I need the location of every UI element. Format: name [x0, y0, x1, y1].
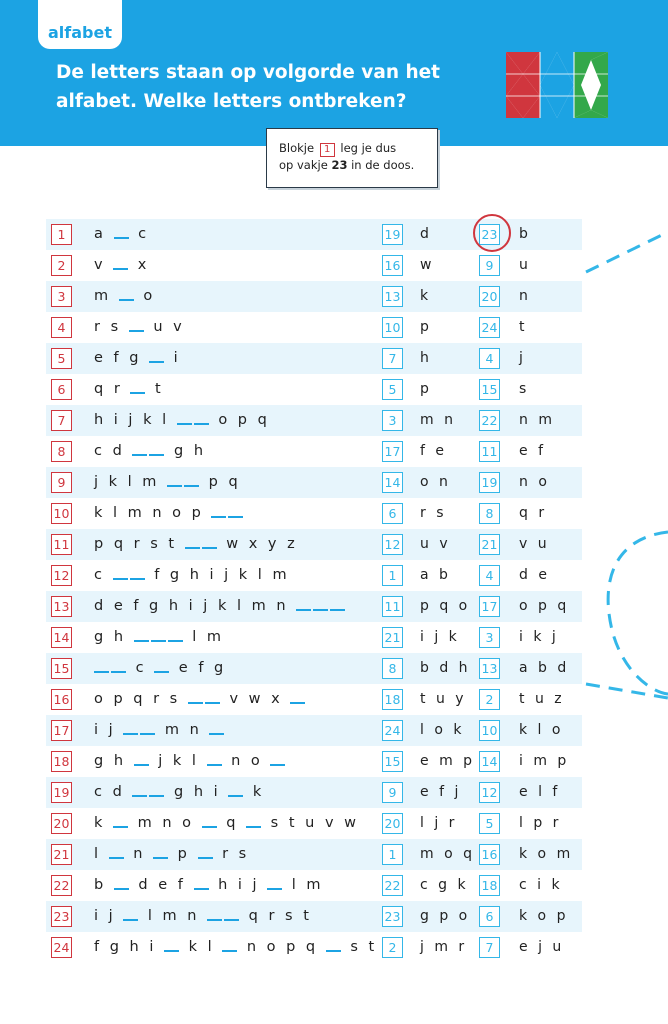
sequence-letters: f g h i	[94, 939, 164, 955]
missing-letter-blank	[132, 454, 147, 456]
exercise-number: 19	[51, 782, 72, 803]
sequence-letters: m n	[157, 722, 210, 738]
answer-box-number-1: 1	[382, 565, 403, 586]
answer-option-1: m o q	[420, 846, 475, 862]
answer-box-number-1: 10	[382, 317, 403, 338]
answer-box-number-2: 14	[479, 751, 500, 772]
example-circle-marker	[473, 214, 511, 252]
missing-letter-blank	[185, 547, 200, 549]
answer-option-1: w	[420, 257, 435, 273]
answer-option-1: g p o	[420, 908, 471, 924]
sequence-letters: u v	[145, 319, 185, 335]
missing-letter-blank	[151, 640, 166, 642]
exercise-row	[46, 467, 582, 498]
answer-option-2: l p r	[519, 815, 562, 831]
missing-letter-blank	[267, 888, 282, 890]
sequence-letters: h i j k l	[94, 412, 177, 428]
missing-letter-blank	[123, 919, 138, 921]
missing-letter-blank	[188, 702, 203, 704]
exercise-row	[46, 374, 582, 405]
missing-letter-blank	[209, 733, 224, 735]
answer-box-number-1: 17	[382, 441, 403, 462]
answer-box-number-1: 22	[382, 875, 403, 896]
sequence-letters: k l m n o p	[94, 505, 212, 521]
answer-box-number-2: 23	[479, 224, 500, 245]
note-line2-before: op vakje	[279, 158, 328, 172]
answer-option-1: t u y	[420, 691, 467, 707]
missing-letter-blank	[326, 950, 341, 952]
sequence-letters: l m n	[140, 908, 208, 924]
missing-letter-blank	[207, 764, 222, 766]
letter-sequence	[94, 374, 164, 405]
answer-option-2: n m	[519, 412, 555, 428]
exercise-number: 3	[51, 286, 72, 307]
sequence-letters: q r s t	[241, 908, 312, 924]
letter-sequence	[94, 870, 324, 901]
sequence-letters: s t	[342, 939, 378, 955]
exercise-number: 2	[51, 255, 72, 276]
sequence-letters: n o p q	[239, 939, 326, 955]
answer-box-number-1: 11	[382, 596, 403, 617]
missing-letter-blank	[149, 454, 164, 456]
sequence-letters: r s	[94, 319, 129, 335]
missing-letter-blank	[194, 888, 209, 890]
answer-option-2: q r	[519, 505, 548, 521]
missing-letter-blank	[330, 609, 345, 611]
answer-box-number-1: 3	[382, 410, 403, 431]
missing-letter-blank	[207, 919, 222, 921]
page-title	[56, 58, 476, 116]
sequence-letters: q	[218, 815, 247, 831]
sequence-letters: l m	[284, 877, 324, 893]
exercise-number: 23	[51, 906, 72, 927]
missing-letter-blank	[132, 795, 147, 797]
answer-box-number-1: 19	[382, 224, 403, 245]
missing-letter-blank	[129, 330, 144, 332]
instruction-note	[266, 128, 438, 188]
answer-option-2: u	[519, 257, 531, 273]
answer-option-2: k o m	[519, 846, 574, 862]
exercise-number: 4	[51, 317, 72, 338]
exercise-row	[46, 870, 582, 901]
letter-sequence	[94, 281, 155, 312]
missing-letter-blank	[130, 392, 145, 394]
missing-letter-blank	[205, 702, 220, 704]
answer-option-2: a b d	[519, 660, 570, 676]
answer-option-1: b d h	[420, 660, 471, 676]
missing-letter-blank	[228, 516, 243, 518]
sequence-letters: d e f	[130, 877, 194, 893]
answer-box-number-2: 4	[479, 348, 500, 369]
exercise-number: 5	[51, 348, 72, 369]
answer-box-number-1: 23	[382, 906, 403, 927]
answer-option-1: p	[420, 381, 432, 397]
missing-letter-blank	[194, 423, 209, 425]
answer-box-number-2: 8	[479, 503, 500, 524]
missing-letter-blank	[134, 640, 149, 642]
letter-sequence	[94, 312, 185, 343]
answer-box-number-1: 12	[382, 534, 403, 555]
exercise-number: 1	[51, 224, 72, 245]
answer-option-2: k l o	[519, 722, 564, 738]
answer-box-number-1: 5	[382, 379, 403, 400]
letter-sequence	[94, 591, 347, 622]
answer-option-1: p	[420, 319, 432, 335]
answer-box-number-2: 20	[479, 286, 500, 307]
letter-sequence	[94, 529, 298, 560]
sequence-letters: c d	[94, 784, 133, 800]
answer-option-2: v u	[519, 536, 550, 552]
sequence-letters: i j	[94, 908, 124, 924]
letter-sequence	[94, 219, 149, 250]
missing-letter-blank	[167, 485, 182, 487]
note-text-before: Blokje	[279, 141, 315, 155]
answer-option-2: n o	[519, 474, 550, 490]
answer-box-number-2: 24	[479, 317, 500, 338]
sequence-letters: e f g	[94, 350, 150, 366]
exercise-number: 10	[51, 503, 72, 524]
answer-option-2: k o p	[519, 908, 569, 924]
sequence-letters: c	[94, 567, 113, 583]
answer-box-number-1: 6	[382, 503, 403, 524]
letter-sequence	[94, 498, 245, 529]
answer-option-1: m n	[420, 412, 456, 428]
note-block-number: 1	[320, 143, 335, 157]
letter-sequence	[94, 901, 312, 932]
missing-letter-blank	[119, 299, 134, 301]
answer-box-number-1: 7	[382, 348, 403, 369]
answer-box-number-2: 12	[479, 782, 500, 803]
sequence-letters: h i j	[210, 877, 268, 893]
missing-letter-blank	[296, 609, 311, 611]
sequence-letters: r s	[214, 846, 250, 862]
answer-box-number-1: 15	[382, 751, 403, 772]
missing-letter-blank	[290, 702, 305, 704]
sequence-letters: k	[94, 815, 114, 831]
exercise-row	[46, 529, 582, 560]
exercise-row	[46, 281, 582, 312]
sequence-letters: p q	[201, 474, 241, 490]
sequence-letters: g h	[94, 629, 134, 645]
answer-box-number-1: 14	[382, 472, 403, 493]
sequence-letters: g h	[94, 753, 134, 769]
missing-letter-blank	[149, 361, 164, 363]
exercise-row	[46, 560, 582, 591]
sequence-letters: c	[128, 660, 155, 676]
sequence-letters: w x y z	[218, 536, 298, 552]
sequence-letters: p	[170, 846, 198, 862]
exercise-list	[46, 219, 582, 963]
exercise-number: 11	[51, 534, 72, 555]
answer-option-2: d e	[519, 567, 550, 583]
answer-option-1: u v	[420, 536, 451, 552]
answer-option-2: s	[519, 381, 530, 397]
sequence-letters: a	[94, 226, 114, 242]
sequence-letters: c d	[94, 443, 133, 459]
exercise-row	[46, 901, 582, 932]
missing-letter-blank	[202, 826, 217, 828]
answer-option-2: e l f	[519, 784, 561, 800]
exercise-number: 12	[51, 565, 72, 586]
sequence-letters: t	[147, 381, 164, 397]
category-tag: alfabet	[38, 17, 122, 49]
answer-box-number-1: 18	[382, 689, 403, 710]
missing-letter-blank	[134, 764, 149, 766]
header-banner	[0, 0, 668, 146]
letter-sequence	[94, 715, 226, 746]
exercise-row	[46, 715, 582, 746]
exercise-row	[46, 498, 582, 529]
exercise-row	[46, 653, 582, 684]
exercise-number: 13	[51, 596, 72, 617]
answer-box-number-2: 16	[479, 844, 500, 865]
exercise-number: 14	[51, 627, 72, 648]
sequence-letters: q r	[94, 381, 131, 397]
answer-box-number-1: 24	[382, 720, 403, 741]
sequence-letters: g h i	[166, 784, 229, 800]
answer-box-number-2: 9	[479, 255, 500, 276]
sequence-letters: j k l m	[94, 474, 168, 490]
dashed-line-decoration	[580, 220, 668, 710]
missing-letter-blank	[224, 919, 239, 921]
sequence-letters: k l	[180, 939, 223, 955]
note-line2-after: in de doos.	[351, 158, 415, 172]
exercise-row	[46, 405, 582, 436]
answer-option-1: i j k	[420, 629, 460, 645]
exercise-number: 18	[51, 751, 72, 772]
answer-box-number-1: 9	[382, 782, 403, 803]
missing-letter-blank	[109, 857, 124, 859]
sequence-letters: d e f g h i j k l m n	[94, 598, 297, 614]
answer-box-number-2: 18	[479, 875, 500, 896]
letter-sequence	[94, 622, 224, 653]
letter-sequence	[94, 808, 359, 839]
answer-option-2: b	[519, 226, 531, 242]
answer-option-2: c i k	[519, 877, 563, 893]
missing-letter-blank	[184, 485, 199, 487]
missing-letter-blank	[177, 423, 192, 425]
sequence-letters: k	[245, 784, 265, 800]
letter-sequence	[94, 653, 226, 684]
exercise-number: 16	[51, 689, 72, 710]
answer-box-number-2: 4	[479, 565, 500, 586]
note-line2-number: 23	[331, 158, 348, 172]
answer-option-1: c g k	[420, 877, 469, 893]
letter-sequence	[94, 343, 181, 374]
answer-option-1: j m r	[420, 939, 468, 955]
sequence-letters: o p q	[210, 412, 270, 428]
answer-box-number-1: 2	[382, 937, 403, 958]
exercise-row	[46, 839, 582, 870]
exercise-number: 24	[51, 937, 72, 958]
answer-option-1: e f j	[420, 784, 462, 800]
exercise-number: 9	[51, 472, 72, 493]
answer-option-2: j	[519, 350, 526, 366]
answer-option-2: i k j	[519, 629, 559, 645]
answer-box-number-1: 13	[382, 286, 403, 307]
sequence-letters: b	[94, 877, 114, 893]
answer-box-number-2: 15	[479, 379, 500, 400]
sequence-letters: c	[130, 226, 150, 242]
letter-sequence	[94, 405, 270, 436]
sequence-letters: g h	[166, 443, 207, 459]
exercise-row	[46, 746, 582, 777]
letter-sequence	[94, 250, 149, 281]
answer-option-1: f e	[420, 443, 447, 459]
letter-sequence	[94, 467, 241, 498]
note-line-2	[279, 157, 437, 173]
sequence-letters: n o	[223, 753, 271, 769]
exercise-row	[46, 250, 582, 281]
answer-option-1: e m p	[420, 753, 476, 769]
answer-box-number-1: 16	[382, 255, 403, 276]
sequence-letters: o p q r s	[94, 691, 188, 707]
exercise-row	[46, 591, 582, 622]
title-line-2: alfabet. Welke letters ontbreken?	[56, 91, 407, 112]
exercise-row	[46, 622, 582, 653]
exercise-row	[46, 436, 582, 467]
note-line-1	[279, 140, 437, 157]
sequence-letters: n	[125, 846, 154, 862]
exercise-row	[46, 932, 582, 963]
puzzle-logo-icon	[506, 52, 608, 118]
exercise-row	[46, 808, 582, 839]
answer-option-1: d	[420, 226, 432, 242]
answer-box-number-2: 13	[479, 658, 500, 679]
answer-box-number-2: 6	[479, 906, 500, 927]
missing-letter-blank	[313, 609, 328, 611]
missing-letter-blank	[113, 578, 128, 580]
answer-box-number-2: 21	[479, 534, 500, 555]
answer-option-2: i m p	[519, 753, 570, 769]
answer-box-number-2: 3	[479, 627, 500, 648]
exercise-number: 22	[51, 875, 72, 896]
answer-option-1: h	[420, 350, 432, 366]
missing-letter-blank	[270, 764, 285, 766]
sequence-letters: s t u v w	[263, 815, 359, 831]
answer-option-1: l o k	[420, 722, 465, 738]
missing-letter-blank	[130, 578, 145, 580]
sequence-letters: l m	[184, 629, 224, 645]
letter-sequence	[94, 777, 264, 808]
exercise-row	[46, 684, 582, 715]
exercise-number: 7	[51, 410, 72, 431]
missing-letter-blank	[228, 795, 243, 797]
exercise-row	[46, 312, 582, 343]
missing-letter-blank	[198, 857, 213, 859]
missing-letter-blank	[149, 795, 164, 797]
missing-letter-blank	[211, 516, 226, 518]
missing-letter-blank	[94, 671, 109, 673]
answer-option-2: n	[519, 288, 531, 304]
answer-option-2: t u z	[519, 691, 565, 707]
answer-box-number-2: 10	[479, 720, 500, 741]
letter-sequence	[94, 560, 290, 591]
missing-letter-blank	[114, 237, 129, 239]
exercise-number: 17	[51, 720, 72, 741]
missing-letter-blank	[154, 671, 169, 673]
title-line-1: De letters staan op volgorde van het	[56, 62, 441, 83]
missing-letter-blank	[140, 733, 155, 735]
sequence-letters: l	[94, 846, 109, 862]
answer-option-1: l j r	[420, 815, 458, 831]
missing-letter-blank	[114, 888, 129, 890]
answer-box-number-1: 1	[382, 844, 403, 865]
missing-letter-blank	[153, 857, 168, 859]
missing-letter-blank	[111, 671, 126, 673]
exercise-number: 8	[51, 441, 72, 462]
answer-option-1: o n	[420, 474, 451, 490]
missing-letter-blank	[202, 547, 217, 549]
sequence-letters: f g h i j k l m	[146, 567, 290, 583]
answer-option-2: e f	[519, 443, 546, 459]
answer-box-number-1: 20	[382, 813, 403, 834]
missing-letter-blank	[168, 640, 183, 642]
answer-option-1: p q o	[420, 598, 471, 614]
letter-sequence	[94, 684, 307, 715]
answer-box-number-1: 21	[382, 627, 403, 648]
letter-sequence	[94, 746, 287, 777]
answer-option-1: r s	[420, 505, 447, 521]
answer-box-number-2: 17	[479, 596, 500, 617]
answer-option-2: e j u	[519, 939, 565, 955]
sequence-letters: m	[94, 288, 119, 304]
answer-box-number-2: 7	[479, 937, 500, 958]
missing-letter-blank	[164, 950, 179, 952]
exercise-number: 15	[51, 658, 72, 679]
answer-box-number-1: 8	[382, 658, 403, 679]
answer-option-1: k	[420, 288, 432, 304]
exercise-number: 20	[51, 813, 72, 834]
sequence-letters: v	[94, 257, 114, 273]
sequence-letters: j k l	[150, 753, 207, 769]
answer-option-2: o p q	[519, 598, 570, 614]
sequence-letters: i j	[94, 722, 124, 738]
letter-sequence	[94, 932, 377, 963]
answer-box-number-2: 5	[479, 813, 500, 834]
letter-sequence	[94, 839, 249, 870]
missing-letter-blank	[113, 826, 128, 828]
missing-letter-blank	[222, 950, 237, 952]
sequence-letters: i	[166, 350, 181, 366]
letter-sequence	[94, 436, 206, 467]
sequence-letters: m n o	[130, 815, 202, 831]
answer-box-number-2: 2	[479, 689, 500, 710]
note-text-after: leg je dus	[340, 141, 397, 155]
answer-box-number-2: 22	[479, 410, 500, 431]
sequence-letters: e f g	[171, 660, 227, 676]
missing-letter-blank	[246, 826, 261, 828]
answer-option-1: a b	[420, 567, 451, 583]
exercise-row	[46, 777, 582, 808]
sequence-letters: o	[135, 288, 156, 304]
sequence-letters: p q r s t	[94, 536, 185, 552]
exercise-number: 21	[51, 844, 72, 865]
sequence-letters: v w x	[221, 691, 291, 707]
answer-option-2: t	[519, 319, 528, 335]
missing-letter-blank	[123, 733, 138, 735]
answer-box-number-2: 19	[479, 472, 500, 493]
exercise-number: 6	[51, 379, 72, 400]
answer-box-number-2: 11	[479, 441, 500, 462]
missing-letter-blank	[113, 268, 128, 270]
sequence-letters: x	[130, 257, 150, 273]
exercise-row	[46, 343, 582, 374]
